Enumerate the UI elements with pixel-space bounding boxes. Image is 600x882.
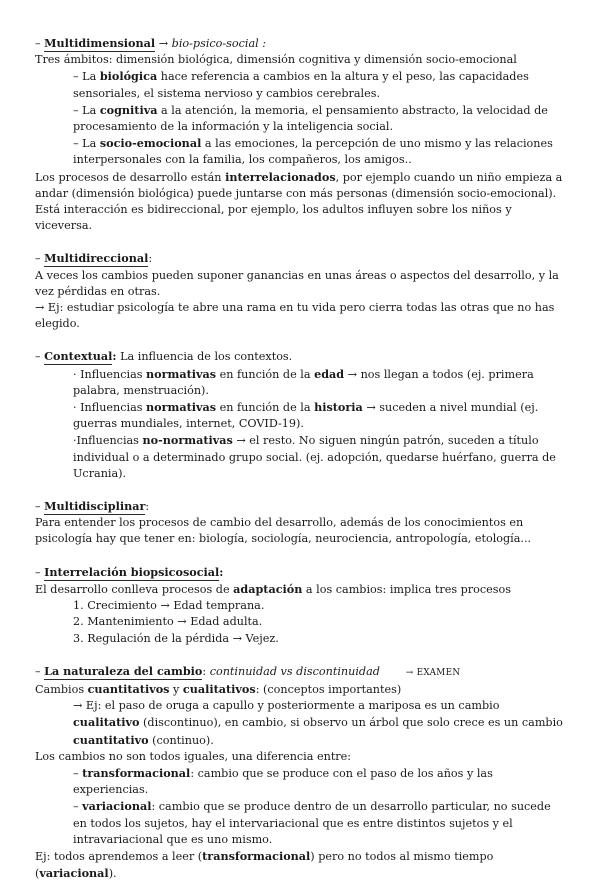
multidimensional-intro: Tres ámbitos: dimensión biológica, dimensión cognitiva y dimensión socio-emocional	[35, 53, 517, 67]
multidisciplinar-heading: Multidisciplinar	[44, 499, 146, 514]
interrelacion-heading: Interrelación biopsicosocial	[44, 564, 220, 579]
soc-item: – La socio-emocional a las emociones, la percepción de uno mismo y las relaciones interpersonales con la familia, los compañeros, los amigos..	[73, 136, 553, 167]
contextual-item-historia: · Influencias normativas en función de la historia → suceden a nivel mundial (ej. guerras mundiales, internet, COVID-19).	[73, 400, 539, 431]
list-item: 1. Crecimiento → Edad temprana.	[73, 599, 265, 613]
document-page	[35, 35, 565, 882]
diferencia-line: Los cambios no son todos iguales, una diferencia entre:	[35, 749, 352, 763]
multidireccional-example: → Ej: estudiar psicología te abre una rama en tu vida pero cierra todas las otras que no has elegido.	[35, 301, 555, 331]
contextual-item-no-normativas: ·Influencias no-normativas → el resto. No siguen ningún patrón, suceden a título individual o a determinado grupo social. (ej. adopción, quedarse huérfano, guerra de Ucrania).	[73, 433, 556, 480]
cog-item: – La cognitiva a la atención, la memoria, el pensamiento abstracto, la velocidad de procesamiento de la información y la inteligencia social.	[73, 102, 548, 134]
list-item: 2. Mantenimiento → Edad adulta.	[73, 615, 263, 629]
multidimensional-heading-line: – Multidimensional → bio-psico-social :	[35, 36, 267, 50]
contextual-heading: Contextual	[44, 349, 113, 364]
transformacional-item: – transformacional: cambio que se produce con el paso de los años y las experiencias.	[73, 765, 493, 797]
multidimensional-heading: Multidimensional	[44, 36, 156, 50]
examen-tag: → EXAMEN	[405, 667, 461, 678]
multidireccional-heading-line: – Multidireccional:	[35, 251, 153, 266]
final-example: Ej: todos aprendemos a leer (transformacional) pero no todos al mismo tiempo (variacional).	[35, 848, 494, 881]
contextual-heading-line: – Contextual: La influencia de los contextos.	[35, 349, 293, 364]
cambios-example: → Ej: el paso de oruga a capullo y posteriormente a mariposa es un cambio cualitativo (discontinuo), en cambio, si observo un árbol que solo crece es un cambio cuantitativo (continuo).	[73, 699, 563, 747]
naturaleza-heading: La naturaleza del cambio	[44, 663, 203, 678]
list-item: 3. Regulación de la pérdida → Vejez.	[73, 631, 279, 645]
interrelacion-paragraph: Los procesos de desarrollo están interrelacionados, por ejemplo cuando un niño empieza a andar (dimensión biológica) puede juntarse con más personas (dimensión socio-emocional). Está interacción es bidireccional, por ejemplo, los adultos influyen sobre los niños y viceversa.	[35, 169, 563, 233]
interrelacion-intro: El desarrollo conlleva procesos de adaptación a los cambios: implica tres procesos	[35, 581, 511, 596]
multidireccional-heading: Multidireccional	[44, 251, 149, 266]
multidisciplinar-heading-line: – Multidisciplinar:	[35, 499, 150, 514]
naturaleza-heading-line: – La naturaleza del cambio: continuidad vs discontinuidad → EXAMEN	[35, 663, 461, 678]
interrelacion-heading-line: – Interrelación biopsicosocial:	[35, 564, 224, 579]
bio-item: – La biológica hace referencia a cambios en la altura y el peso, las capacidades sensoriales, el sistema nervioso y cambios cerebrales.	[73, 69, 529, 100]
variacional-item: – variacional: cambio que se produce dentro de un desarrollo particular, no sucede en todos los sujetos, hay el intervariacional que es entre distintos sujetos y el intravariacional que es uno mismo.	[73, 799, 551, 846]
multidisciplinar-text: Para entender los procesos de cambio del desarrollo, además de los conocimientos en psicología hay que tener en: biología, sociología, neurociencia, antropología, etología...	[35, 516, 532, 546]
multidireccional-text: A veces los cambios pueden suponer ganancias en unas áreas o aspectos del desarrollo, y la vez pérdidas en otras.	[35, 268, 559, 298]
contextual-item-edad: · Influencias normativas en función de la edad → nos llegan a todos (ej. primera palabra, menstruación).	[73, 366, 534, 397]
cambios-line: Cambios cuantitativos y cualitativos: (conceptos importantes)	[35, 681, 402, 696]
